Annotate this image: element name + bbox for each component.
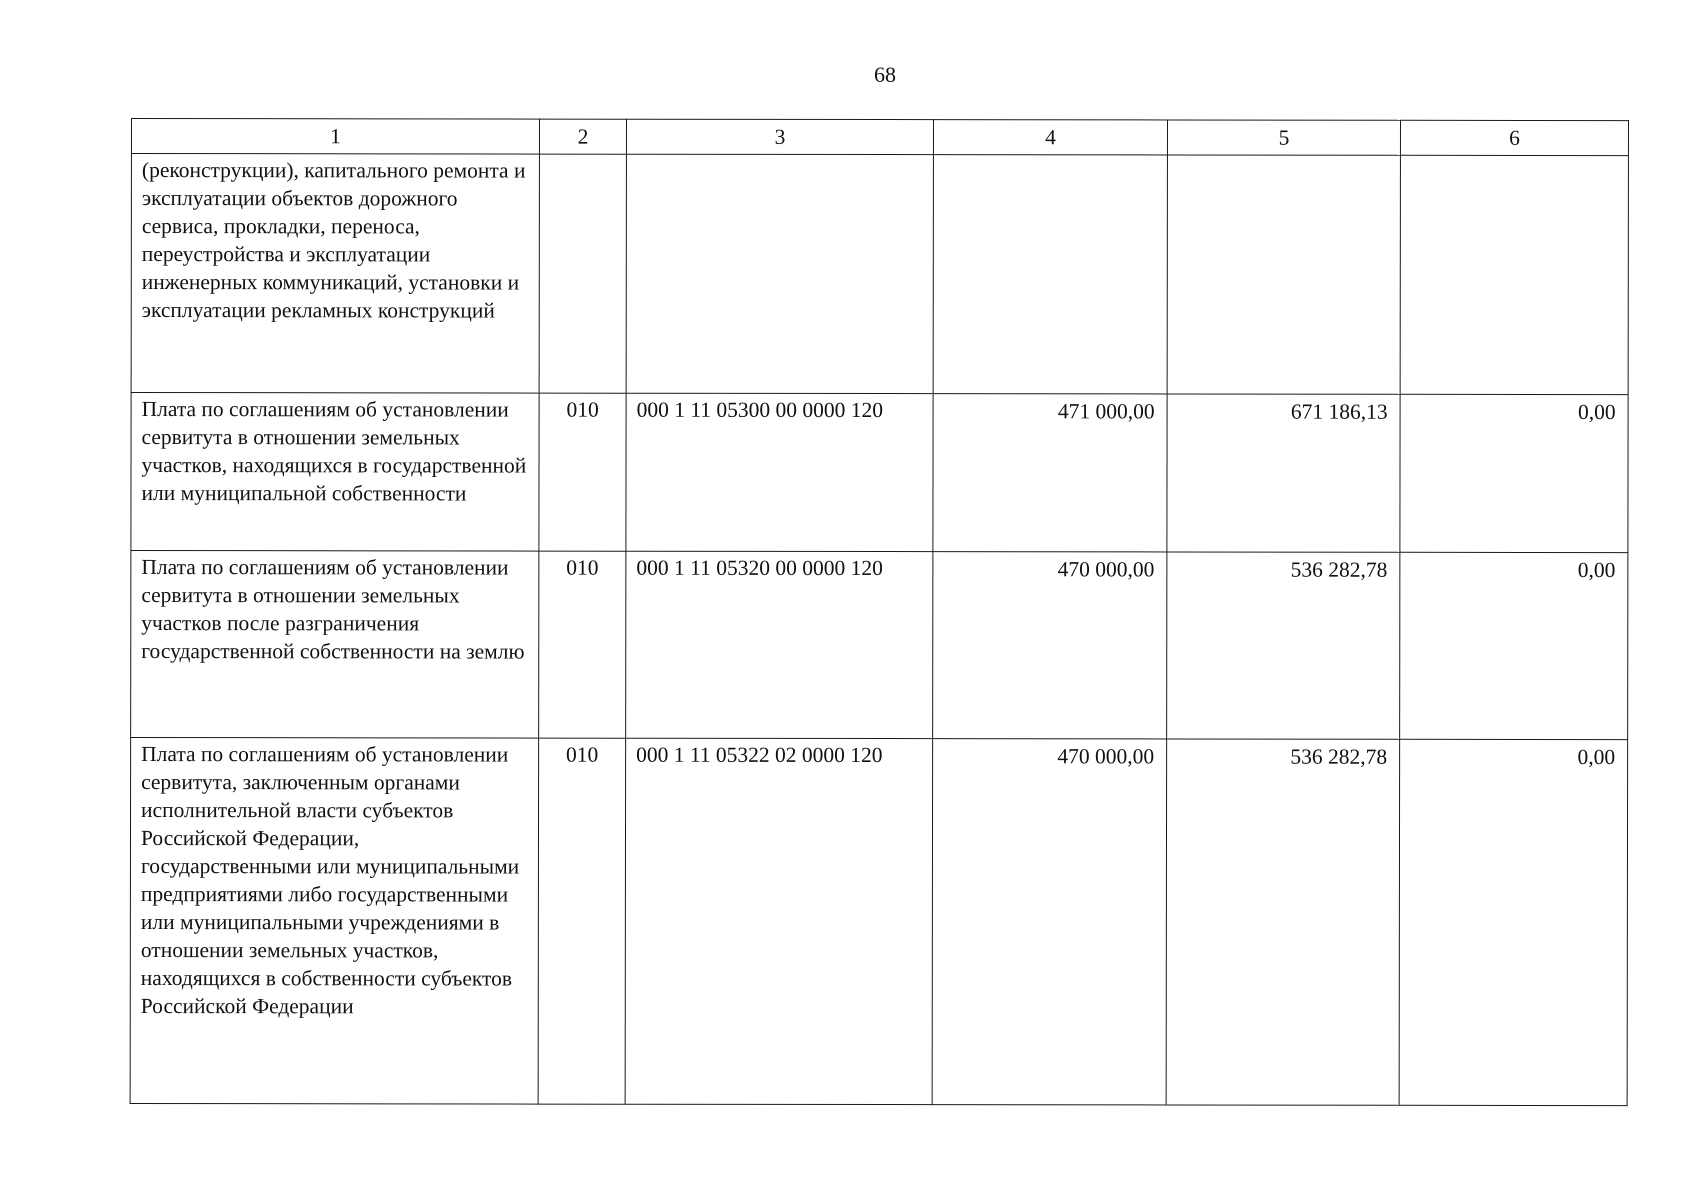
plan-amount-cell: 470 000,00: [933, 552, 1167, 739]
income-name-cell: (реконструкции), капитального ремонта и эксплуатации объектов дорожного сервиса, прокладки, переноса, переустройства и эксплуатации инженерных коммуникаций, установки и эксплуатации рекламных конструкций: [131, 154, 539, 394]
header-row: [131, 119, 1628, 156]
other-amount-cell: 0,00: [1400, 552, 1628, 739]
other-amount-cell: [1400, 155, 1628, 394]
table-row: [131, 154, 1628, 395]
other-amount-cell: 0,00: [1399, 739, 1628, 1105]
column-header-3: 3: [626, 119, 933, 154]
plan-amount-cell: [933, 155, 1167, 394]
actual-amount-cell: 671 186,13: [1167, 394, 1400, 552]
actual-amount-cell: 536 282,78: [1167, 552, 1400, 739]
other-amount-cell: 0,00: [1400, 394, 1628, 552]
budget-code-cell: 000 1 11 05300 00 0000 120: [626, 393, 933, 551]
budget-code-cell: [626, 154, 933, 393]
line-code-cell: 010: [538, 738, 626, 1104]
actual-amount-cell: [1167, 155, 1400, 394]
table-row: [131, 393, 1628, 553]
column-header-4: 4: [933, 120, 1167, 155]
plan-amount-cell: 470 000,00: [932, 739, 1167, 1105]
data-table: [130, 118, 1629, 1106]
column-header-1: 1: [131, 119, 539, 155]
actual-amount-cell: 536 282,78: [1166, 739, 1400, 1105]
line-code-cell: [539, 154, 626, 393]
budget-code-cell: 000 1 11 05320 00 0000 120: [626, 551, 933, 738]
table-row: [130, 738, 1628, 1106]
line-code-cell: 010: [539, 393, 626, 551]
column-header-6: 6: [1400, 120, 1628, 155]
plan-amount-cell: 471 000,00: [933, 394, 1167, 552]
budget-code-cell: 000 1 11 05322 02 0000 120: [625, 738, 933, 1104]
income-name-cell: Плата по соглашениям об установлении сервитута в отношении земельных участков, находящихся в государственной или муниципальной собственности: [131, 393, 539, 552]
income-name-cell: Плата по соглашениям об установлении сервитута, заключенным органами исполнительной власти субъектов Российской Федерации, государственными или муниципальными предприятиями либо государственными или муниципальными учреждениями в отношении земельных участков, находящихся в собственности субъектов Российской Федерации: [130, 738, 539, 1105]
page-number: 68: [874, 62, 896, 87]
column-header-2: 2: [539, 119, 626, 154]
column-header-5: 5: [1167, 120, 1400, 155]
income-name-cell: Плата по соглашениям об установлении сервитута в отношении земельных участков после разграничения государственной собственности на землю: [131, 551, 539, 739]
line-code-cell: 010: [539, 551, 626, 738]
table-row: [131, 551, 1628, 740]
